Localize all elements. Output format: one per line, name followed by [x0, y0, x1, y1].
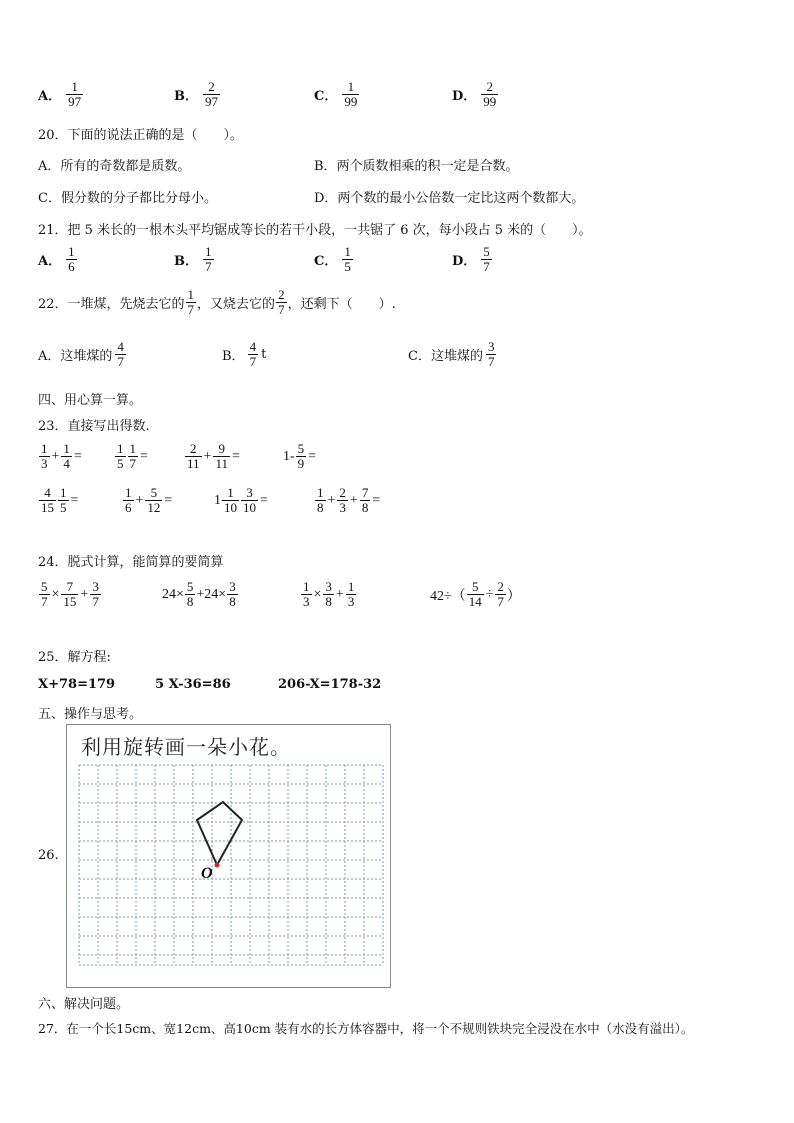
q25-equation-3: 206-X=178-32	[278, 677, 382, 692]
section-5-heading: 五、操作与思考。	[38, 707, 143, 722]
numerator: 1	[344, 244, 351, 259]
q24-stem: 24．脱式计算，能简算的要简算	[38, 555, 224, 570]
q24-expr-4: 42÷（ $\frac{5}{14}$ ÷ $\frac{2}{7}$ ）	[430, 579, 521, 609]
option-label: B．	[222, 349, 245, 364]
q22-stem-part-a: 22．一堆煤，先烧去它的	[38, 297, 185, 312]
expr-text: 24×	[162, 586, 184, 602]
q23-expr-2: $\frac{1}{5}$ $\frac{1}{7}$ =	[117, 441, 148, 471]
numerator: 1	[68, 244, 75, 259]
denominator: 97	[68, 94, 82, 109]
denominator: 7	[249, 354, 257, 369]
equals: =	[308, 448, 317, 464]
section-4-heading: 四、用心算一算。	[38, 393, 143, 408]
equals: =	[260, 492, 268, 508]
q21-option-a	[38, 245, 78, 274]
denominator: 6	[68, 259, 75, 274]
point-o-label: O	[201, 865, 213, 882]
option-label: D．	[452, 89, 477, 104]
numerator: 2	[278, 287, 285, 302]
equals: =	[70, 492, 79, 508]
section-6-heading: 六、解决问题。	[38, 997, 130, 1012]
equals: =	[73, 448, 82, 464]
fraction	[481, 80, 498, 109]
numerator: 3	[487, 339, 495, 354]
grid	[79, 765, 383, 965]
denominator: 97	[205, 94, 218, 109]
option-label: C．这堆煤的	[408, 349, 483, 364]
numerator: 1	[71, 79, 78, 94]
denominator: 7	[487, 354, 495, 369]
q19-option-b	[174, 80, 221, 109]
q21-option-d	[452, 245, 493, 274]
q19-option-c	[314, 80, 360, 109]
option-label: A．	[38, 254, 62, 269]
expr-text: +24×	[196, 586, 227, 602]
q21-option-b	[174, 245, 215, 274]
numerator: 2	[486, 79, 494, 94]
unit: t	[261, 347, 267, 362]
denominator: 99	[483, 94, 497, 109]
fraction	[248, 340, 259, 369]
q23-expr-7: 1 $\frac{1}{10}$ $\frac{3}{10}$ =	[214, 485, 268, 515]
denominator: 7	[483, 259, 490, 274]
q25-equation-2: 5 X-36=86	[155, 677, 231, 692]
figure-title: 利用旋转画一朵小花。	[81, 735, 291, 759]
option-label: D．	[452, 254, 477, 269]
numerator: 4	[117, 339, 124, 354]
numerator: 2	[208, 79, 215, 94]
expr-text: 42÷（	[430, 588, 466, 604]
q20-option-c: C．假分数的分子都比分母小。	[38, 191, 217, 206]
q20-option-b: B．两个质数相乘的积一定是合数。	[314, 159, 519, 174]
q22-option-a	[38, 340, 127, 369]
q25-stem: 25．解方程:	[38, 650, 111, 665]
fraction	[115, 340, 126, 369]
denominator: 7	[205, 259, 212, 274]
denominator: 7	[278, 302, 285, 317]
option-label: A．这堆煤的	[38, 349, 113, 364]
q20-option-d: D．两个数的最小公倍数一定比这两个数都大。	[314, 191, 585, 206]
denominator: 99	[344, 94, 358, 109]
q19-option-d	[452, 80, 499, 109]
denominator: 5	[344, 259, 351, 274]
q22-stem-part-c: ，还剩下（ ）.	[287, 297, 396, 312]
q20-stem: 20．下面的说法正确的是（ ）。	[38, 128, 244, 143]
q23-stem: 23．直接写出得数.	[38, 419, 150, 434]
q20-option-a: A．所有的奇数都是质数。	[38, 159, 191, 174]
fraction	[342, 245, 353, 274]
equals: =	[231, 448, 240, 464]
q24-expr-3: $\frac{1}{3}$ × $\frac{3}{8}$ + $\frac{1}{3}$	[303, 579, 355, 609]
denominator: 7	[117, 354, 124, 369]
numerator: 4	[249, 339, 257, 354]
fraction	[186, 288, 197, 317]
q24-expr-1: $\frac{5}{7}$ × $\frac{7}{15}$ + $\frac{3}{7}$	[41, 579, 99, 609]
q23-expr-5: $\frac{4}{15}$ $\frac{1}{5}$ =	[41, 485, 79, 515]
equals: =	[140, 448, 148, 464]
q22-stem-part-b: ，又烧去它的	[197, 297, 276, 312]
option-label: B．	[174, 89, 198, 104]
q23-expr-1: $\frac{1}{3}$ + $\frac{1}{4}$ =	[41, 441, 82, 471]
numerator: 1	[205, 244, 212, 259]
q24-expr-2: 24× $\frac{5}{8}$ +24× $\frac{3}{8}$	[162, 579, 236, 609]
option-label: C．	[314, 254, 338, 269]
equals: =	[372, 492, 381, 508]
q22-stem	[38, 288, 396, 317]
q23-expr-8: $\frac{1}{8}$ + $\frac{2}{3}$ + $\frac{7}{8}$ =	[317, 485, 381, 515]
q19-option-a	[38, 80, 84, 109]
q27-stem: 27．在一个长15cm、宽12cm、高10cm 装有水的长方体容器中，将一个不规则铁块完全浸没在水中（水没有溢出）。	[38, 1021, 694, 1036]
rotation-figure	[66, 724, 391, 988]
fraction	[66, 80, 83, 109]
q22-option-c	[408, 340, 497, 369]
numerator: 1	[187, 287, 195, 302]
q21-stem: 21．把 5 米长的一根木头平均锯成等长的若干小段，一共锯了 6 次，每小段占 5 米的（ ）。	[38, 223, 592, 238]
fraction	[203, 80, 220, 109]
grid-drawing	[67, 725, 390, 987]
fraction	[66, 245, 77, 274]
numerator: 5	[483, 244, 490, 259]
q21-option-c	[314, 245, 354, 274]
rotation-center-point	[215, 863, 220, 868]
option-label: B．	[174, 254, 198, 269]
q23-expr-6: $\frac{1}{6}$ + $\frac{5}{12}$ =	[125, 485, 173, 515]
fraction	[486, 340, 497, 369]
q23-expr-3: $\frac{2}{11}$ + $\frac{9}{11}$ =	[187, 441, 240, 471]
q23-expr-4: 1- $\frac{5}{9}$ =	[283, 441, 317, 471]
equals: =	[164, 492, 173, 508]
option-label: A．	[38, 89, 62, 104]
denominator: 7	[187, 302, 195, 317]
option-label: C．	[314, 89, 338, 104]
q22-option-b	[222, 340, 266, 369]
fraction	[276, 288, 287, 317]
numerator: 1	[347, 79, 355, 94]
fraction	[481, 245, 492, 274]
q25-equation-1: X+78=179	[38, 677, 116, 692]
expr-text: ）	[506, 588, 521, 604]
kite-shape	[197, 802, 242, 865]
q26-label: 26.	[38, 848, 59, 863]
fraction	[203, 245, 214, 274]
fraction	[342, 80, 359, 109]
